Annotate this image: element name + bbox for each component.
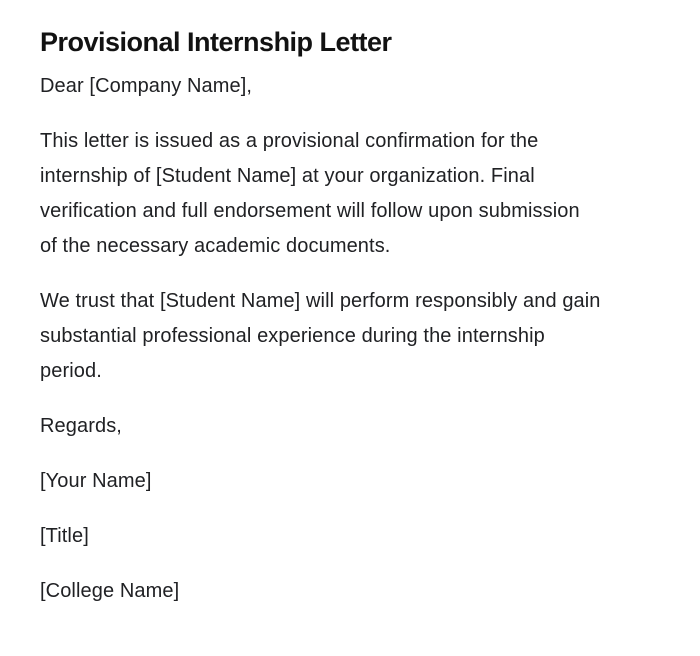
signature-college: [College Name] — [40, 580, 180, 602]
paragraph-line: substantial professional experience during the internship — [40, 325, 545, 347]
paragraph-trust-statement — [40, 284, 660, 389]
paragraph-line: period. — [40, 360, 102, 382]
paragraph-line: of the necessary academic documents. — [40, 235, 391, 257]
paragraph-line: This letter is issued as a provisional confirmation for the — [40, 130, 539, 152]
closing: Regards, — [40, 415, 122, 437]
page-title: Provisional Internship Letter — [40, 27, 392, 57]
paragraph-line: We trust that [Student Name] will perform responsibly and gain — [40, 290, 601, 312]
greeting: Dear [Company Name], — [40, 75, 253, 97]
signature-title: [Title] — [40, 525, 89, 547]
paragraph-line: verification and full endorsement will follow upon submission — [40, 200, 580, 222]
signature-name: [Your Name] — [40, 470, 152, 492]
paragraph-line: internship of [Student Name] at your organization. Final — [40, 165, 535, 187]
paragraph-provisional-confirmation — [40, 124, 660, 264]
